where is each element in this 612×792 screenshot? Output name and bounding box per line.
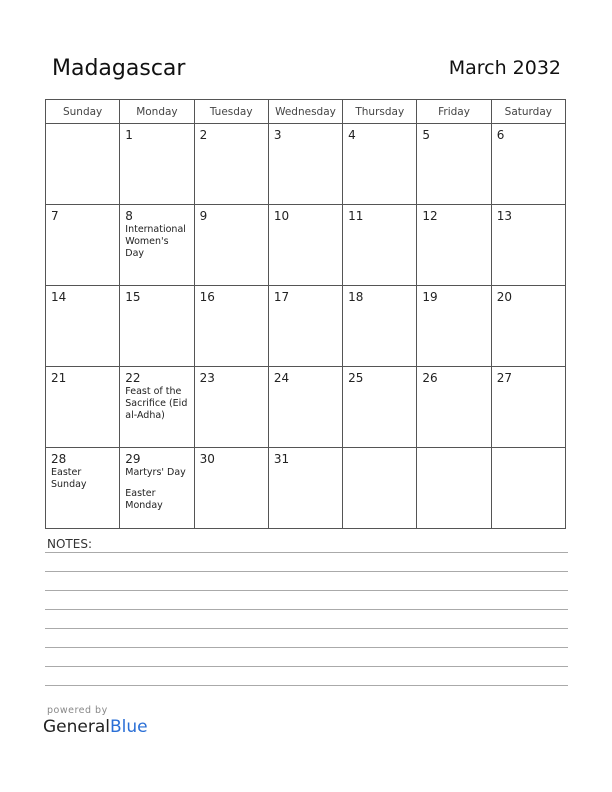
day-cell xyxy=(417,205,491,286)
note-line xyxy=(45,647,568,648)
weekday-tuesday: Tuesday xyxy=(194,100,268,124)
day-cell xyxy=(343,286,417,367)
note-line xyxy=(45,552,568,553)
country-title: Madagascar xyxy=(52,56,186,81)
weekday-monday: Monday xyxy=(120,100,194,124)
holiday-label: International Women's Day xyxy=(125,224,186,259)
day-cell xyxy=(343,448,417,529)
day-number: 2 xyxy=(199,128,208,142)
day-cell xyxy=(343,124,417,205)
day-cell xyxy=(194,124,268,205)
day-cell xyxy=(491,205,565,286)
day-cell xyxy=(343,205,417,286)
day-number: 30 xyxy=(199,452,215,466)
notes-label: NOTES: xyxy=(47,537,92,551)
day-cell xyxy=(491,286,565,367)
day-cell xyxy=(120,286,194,367)
note-line xyxy=(45,590,568,591)
day-number: 7 xyxy=(51,209,59,223)
week-row xyxy=(46,286,566,367)
powered-by-text: powered by xyxy=(47,705,108,716)
note-line xyxy=(45,685,568,686)
weekday-saturday: Saturday xyxy=(491,100,565,124)
day-cell xyxy=(120,124,194,205)
day-cell xyxy=(343,367,417,448)
day-number: 24 xyxy=(273,371,290,385)
day-cell xyxy=(491,367,565,448)
day-number: 12 xyxy=(422,209,438,223)
day-number: 23 xyxy=(199,371,215,385)
day-number: 21 xyxy=(51,371,67,385)
day-cell xyxy=(46,124,120,205)
week-row xyxy=(46,124,566,205)
day-number: 18 xyxy=(348,290,364,304)
day-number: 10 xyxy=(273,209,290,223)
day-cell xyxy=(120,448,194,529)
day-number: 25 xyxy=(348,371,364,385)
day-cell xyxy=(46,205,120,286)
day-number: 13 xyxy=(496,209,512,223)
day-cell xyxy=(46,286,120,367)
weekday-sunday: Sunday xyxy=(46,100,120,124)
note-line xyxy=(45,571,568,572)
holiday-label: Easter Monday xyxy=(125,488,163,511)
day-number: 20 xyxy=(496,290,512,304)
day-cell xyxy=(268,205,342,286)
day-cell xyxy=(268,448,342,529)
holiday-label: Feast of the Sacrifice (Eid al-Adha) xyxy=(125,386,188,421)
day-number: 22 xyxy=(125,371,141,385)
note-line xyxy=(45,628,568,629)
calendar-grid xyxy=(45,99,566,529)
note-line xyxy=(45,609,568,610)
day-number: 8 xyxy=(125,209,133,223)
day-cell xyxy=(194,367,268,448)
day-cell xyxy=(194,205,268,286)
weekday-wednesday: Wednesday xyxy=(268,100,342,124)
day-number: 19 xyxy=(422,290,438,304)
day-number: 5 xyxy=(422,128,431,142)
day-number: 6 xyxy=(496,128,505,142)
brand-general: General xyxy=(43,717,110,737)
holiday-label: Easter Sunday xyxy=(51,467,87,490)
day-number: 28 xyxy=(51,452,67,466)
day-number: 16 xyxy=(199,290,215,304)
weekday-header-row xyxy=(46,100,566,124)
day-cell xyxy=(417,286,491,367)
day-cell xyxy=(417,448,491,529)
day-number: 14 xyxy=(51,290,67,304)
holiday-label: Martyrs' Day xyxy=(125,467,186,478)
day-cell xyxy=(417,124,491,205)
brand-blue: Blue xyxy=(110,717,148,737)
note-line xyxy=(45,666,568,667)
week-row xyxy=(46,448,566,529)
day-cell xyxy=(491,124,565,205)
day-number: 26 xyxy=(422,371,438,385)
day-cell xyxy=(46,448,120,529)
day-cell xyxy=(120,367,194,448)
month-title: March 2032 xyxy=(448,57,561,79)
generalblue-logo[interactable] xyxy=(43,717,148,737)
day-number: 4 xyxy=(348,128,356,142)
day-cell xyxy=(268,124,342,205)
day-number: 17 xyxy=(273,290,290,304)
day-number: 9 xyxy=(199,209,208,223)
week-row xyxy=(46,205,566,286)
day-cell xyxy=(46,367,120,448)
day-number: 31 xyxy=(273,452,290,466)
day-number: 27 xyxy=(496,371,512,385)
weekday-friday: Friday xyxy=(417,100,491,124)
day-number: 1 xyxy=(125,128,133,142)
day-cell xyxy=(194,286,268,367)
day-number: 15 xyxy=(125,290,141,304)
day-cell xyxy=(268,367,342,448)
day-number: 3 xyxy=(273,128,282,142)
day-cell xyxy=(417,367,491,448)
day-number: 11 xyxy=(348,209,364,223)
day-cell xyxy=(268,286,342,367)
day-cell xyxy=(194,448,268,529)
day-cell xyxy=(491,448,565,529)
day-cell xyxy=(120,205,194,286)
day-number: 29 xyxy=(125,452,141,466)
weekday-thursday: Thursday xyxy=(343,100,417,124)
week-row xyxy=(46,367,566,448)
